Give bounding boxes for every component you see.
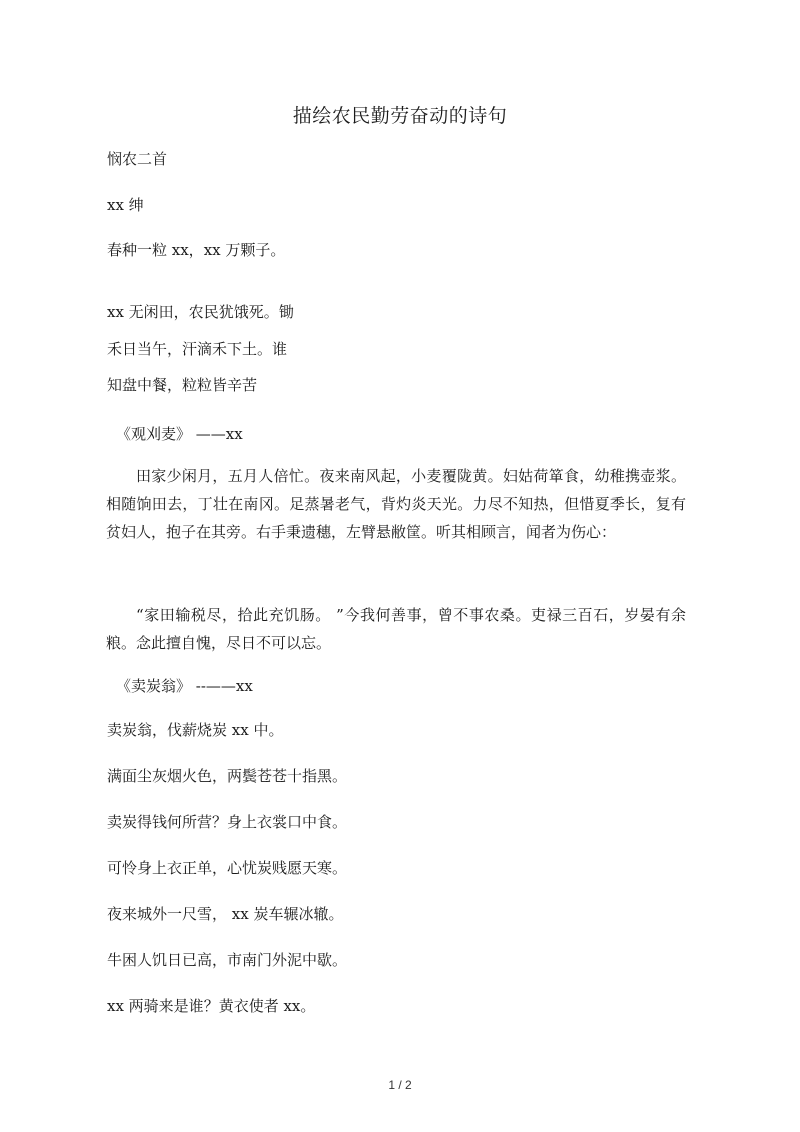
poem-line: 卖炭得钱何所营？身上衣裳口中食。 [107,813,348,831]
poem-heading-maitanweng: 《卖炭翁》 --——xx [116,677,253,695]
poem-author-minnong: xx 绅 [107,196,144,214]
page-number: 1 / 2 [388,1078,412,1092]
poem-title-minnong: 悯农二首 [107,150,168,168]
poem-line: 卖炭翁，伐薪烧炭 xx 中。 [107,721,284,739]
poem-heading-guanyimai: 《观刈麦》 ——xx [116,425,243,443]
poem-paragraph: “家田输税尽，拾此充饥肠。 ”今我何善事，曾不事农桑。吏禄三百石，岁晏有余粮。念此擅自愧，尽日不可以忘。 [106,606,686,652]
poem-line: 春种一粒 xx，xx 万颗子。 [107,241,286,259]
poem-line: 夜来城外一尺雪， xx 炭车辗冰辙。 [107,905,344,923]
poem-line: xx 无闲田，农民犹饿死。锄 [107,303,294,321]
poem-paragraph: 田家少闲月，五月人倍忙。夜来南风起，小麦覆陇黄。妇姑荷箪食，幼稚携壶浆。相随饷田去，丁壮在南冈。足蒸暑老气，背灼炎天光。力尽不知热，但惜夏季长，复有贫妇人，抱子在其旁。右手秉遗穗，左臂悬敝筐。听其相顾言，闻者为伤心： [106,467,686,541]
document-title: 描绘农民勤劳奋动的诗句 [292,105,508,127]
poem-line: 牛困人饥日已高，市南门外泥中歇。 [107,951,348,969]
poem-line: 可怜身上衣正单，心忧炭贱愿天寒。 [107,859,348,877]
poem-line: 知盘中餐，粒粒皆辛苦 [107,376,258,394]
poem-line: 禾日当午，汗滴禾下土。谁 [107,340,288,358]
poem-line: 满面尘灰烟火色，两鬓苍苍十指黑。 [107,767,348,785]
poem-line: xx 两骑来是谁？黄衣使者 xx。 [107,997,316,1015]
